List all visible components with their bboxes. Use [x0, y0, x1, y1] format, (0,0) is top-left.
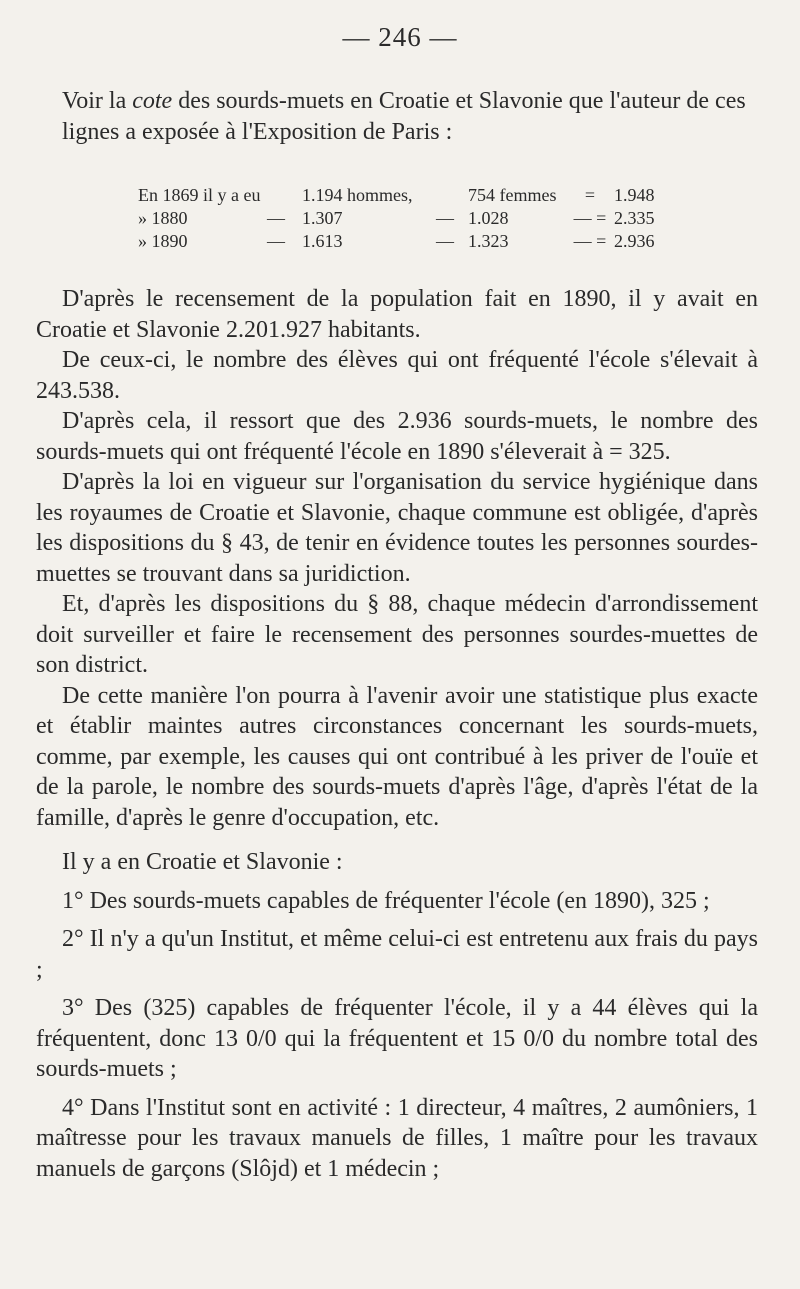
stats-cell: —	[436, 208, 454, 228]
list-item: 1° Des sourds-muets capables de fréquenter l'école (en 1890), 325 ;	[62, 887, 710, 914]
stats-cell	[250, 184, 302, 207]
stats-cell: 1.307	[302, 208, 343, 228]
paragraph: D'après cela, il ressort que des 2.936 sourds-muets, le nombre des sourds-muets qui ont fréquenté l'école en 1890 s'éleverait à = 325.	[36, 408, 758, 465]
stats-cell: 1.948	[614, 185, 655, 205]
stats-cell: —	[267, 231, 285, 251]
stats-row	[138, 207, 698, 230]
intro-text-end: des sourds-muets en Croatie et Slavonie que l'auteur de ces lignes a exposée à l'Exposition de Paris :	[62, 88, 746, 145]
stats-cell: En 1869 il y a eu	[138, 185, 261, 205]
stats-cell: 2.936	[614, 231, 655, 251]
stats-cell: =	[584, 185, 596, 205]
list-item: 3° Des (325) capables de fréquenter l'école, il y a 44 élèves qui la fréquentent, donc 13 0/0 qui la fréquentent et 15 0/0 du nombre total des sourds-muets ;	[36, 995, 758, 1082]
paragraph: D'après la loi en vigueur sur l'organisation du service hygiénique dans les royaumes de Croatie et Slavonie, chaque commune est obligée, d'après les dispositions du § 43, de tenir en évidence toutes les personnes sourdes-muettes se trouvant dans sa juridiction.	[36, 469, 758, 587]
stats-cell: —	[267, 208, 285, 228]
stats-cell: » 1890	[138, 231, 188, 251]
intro-text-start: Voir la	[62, 88, 133, 114]
statistics-table	[138, 184, 698, 253]
paragraph: D'après le recensement de la population fait en 1890, il y avait en Croatie et Slavonie 2.201.927 habitants.	[36, 286, 758, 343]
intro-paragraph	[62, 86, 762, 148]
paragraph: Il y a en Croatie et Slavonie :	[62, 849, 343, 875]
stats-cell: —	[436, 231, 454, 251]
stats-cell: — =	[573, 208, 607, 228]
paragraph: Et, d'après les dispositions du § 88, chaque médecin d'arrondissement doit surveiller et faire le recensement des personnes sourdes-muettes de son district.	[36, 591, 758, 678]
stats-cell: 1.028	[468, 208, 509, 228]
stats-cell: 1.613	[302, 231, 343, 251]
stats-row	[138, 184, 698, 207]
paragraph: De ceux-ci, le nombre des élèves qui ont fréquenté l'école s'élevait à 243.538.	[36, 347, 758, 404]
stats-cell	[422, 184, 468, 207]
stats-cell: 754 femmes	[468, 185, 557, 205]
body-text	[36, 284, 758, 1184]
list-item: 4° Dans l'Institut sont en activité : 1 directeur, 4 maîtres, 2 aumôniers, 1 maîtresse pour les travaux manuels de filles, 1 maître pour les travaux manuels de garçons (Slôjd) et 1 médecin ;	[36, 1094, 758, 1182]
stats-cell: — =	[573, 231, 607, 251]
page-number: — 246 —	[342, 22, 458, 52]
stats-cell: 1.194 hommes,	[302, 185, 413, 205]
stats-cell: 2.335	[614, 208, 655, 228]
stats-cell: » 1880	[138, 208, 188, 228]
list-item: 2° Il n'y a qu'un Institut, et même celui-ci est entretenu aux frais du pays ;	[36, 926, 758, 983]
stats-row	[138, 230, 698, 253]
stats-cell: 1.323	[468, 231, 509, 251]
intro-emphasis: cote	[132, 88, 173, 114]
paragraph: De cette manière l'on pourra à l'avenir avoir une statistique plus exacte et établir maintes autres circonstances concernant les sourds-muets, comme, par exemple, les causes qui ont contribué à les priver de l'ouïe et de la parole, le nombre des sourds-muets d'après l'âge, d'après l'état de la famille, d'après le genre d'occupation, etc.	[36, 682, 758, 831]
